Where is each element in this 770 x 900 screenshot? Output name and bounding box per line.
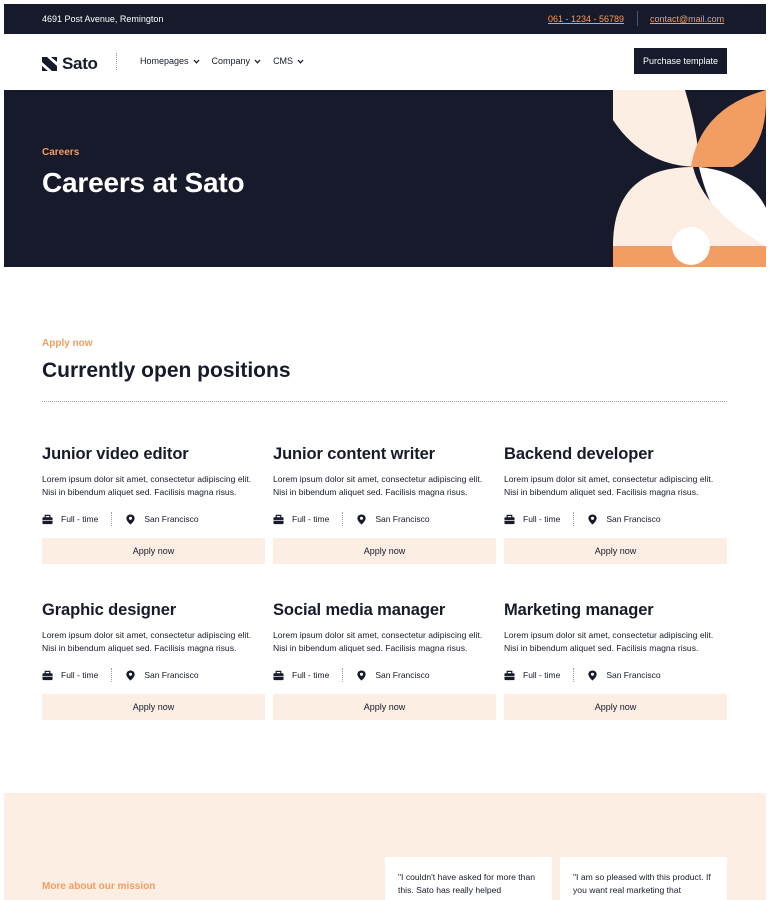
map-pin-icon (587, 670, 598, 681)
nav-item-label: CMS (273, 56, 294, 66)
testimonial-card (560, 857, 727, 900)
job-card (273, 445, 496, 564)
logo[interactable] (42, 54, 98, 74)
briefcase-icon (273, 670, 284, 681)
job-title: Marketing manager (504, 601, 654, 619)
job-location-label: San Francisco (375, 670, 430, 680)
mission-section (4, 793, 766, 900)
main-nav (4, 34, 766, 90)
job-type-label: Full - time (61, 670, 99, 680)
meta-divider (573, 512, 574, 526)
job-description: Lorem ipsum dolor sit amet, consectetur adipiscing elit. Nisi in bibendum aliquet sed. Facilisis magna risus. (42, 474, 252, 497)
apply-now-button[interactable]: Apply now (504, 694, 727, 720)
job-location-label: San Francisco (606, 670, 661, 680)
job-type-label: Full - time (523, 514, 561, 524)
map-pin-icon (356, 670, 367, 681)
job-card (273, 601, 496, 720)
apply-now-button[interactable]: Apply now (504, 538, 727, 564)
meta-divider (111, 668, 112, 682)
nav-menu (140, 56, 304, 66)
meta-divider (111, 512, 112, 526)
email-link[interactable]: contact@mail.com (650, 14, 725, 24)
briefcase-icon (42, 514, 53, 525)
chevron-down-icon (193, 59, 200, 64)
job-location (587, 670, 660, 681)
job-title: Junior video editor (42, 445, 189, 463)
meta-divider (573, 668, 574, 682)
job-card (42, 601, 265, 720)
job-meta (273, 667, 496, 683)
job-type (504, 670, 560, 681)
mission-eyebrow: More about our mission (42, 881, 156, 892)
testimonial-text: "I couldn't have asked for more than this. Sato has really helped (398, 872, 536, 895)
section-eyebrow: Apply now (42, 338, 93, 349)
job-description: Lorem ipsum dolor sit amet, consectetur adipiscing elit. Nisi in bibendum aliquet sed. Facilisis magna risus. (42, 630, 252, 653)
job-meta (504, 511, 727, 527)
job-meta (42, 667, 265, 683)
apply-now-button[interactable]: Apply now (42, 694, 265, 720)
job-title: Junior content writer (273, 445, 435, 463)
phone-link[interactable]: 061 - 1234 - 56789 (548, 14, 625, 24)
job-description: Lorem ipsum dolor sit amet, consectetur adipiscing elit. Nisi in bibendum aliquet sed. Facilisis magna risus. (273, 630, 483, 653)
purchase-template-button[interactable]: Purchase template (634, 48, 727, 74)
job-card (504, 445, 727, 564)
job-description: Lorem ipsum dolor sit amet, consectetur adipiscing elit. Nisi in bibendum aliquet sed. Facilisis magna risus. (273, 474, 483, 497)
testimonial-text: "I am so pleased with this product. If you want real marketing that (573, 872, 711, 895)
nav-item-label: Company (211, 56, 251, 66)
briefcase-icon (504, 514, 515, 525)
job-location (125, 670, 198, 681)
briefcase-icon (42, 670, 53, 681)
job-title: Backend developer (504, 445, 654, 463)
testimonial-card (385, 857, 552, 900)
section-divider (42, 401, 727, 402)
job-location-label: San Francisco (144, 514, 199, 524)
job-location (356, 514, 429, 525)
job-description: Lorem ipsum dolor sit amet, consectetur adipiscing elit. Nisi in bibendum aliquet sed. Facilisis magna risus. (504, 630, 714, 653)
chevron-down-icon (254, 59, 261, 64)
logo-mark-icon (42, 57, 57, 71)
apply-now-button[interactable]: Apply now (273, 538, 496, 564)
map-pin-icon (125, 670, 136, 681)
job-type-label: Full - time (61, 514, 99, 524)
briefcase-icon (504, 670, 515, 681)
nav-item-cms[interactable] (273, 56, 304, 66)
job-meta (42, 511, 265, 527)
job-description: Lorem ipsum dolor sit amet, consectetur adipiscing elit. Nisi in bibendum aliquet sed. Facilisis magna risus. (504, 474, 714, 497)
job-type-label: Full - time (523, 670, 561, 680)
meta-divider (342, 668, 343, 682)
topbar-divider (637, 11, 638, 26)
hero-illustration (613, 90, 766, 267)
job-meta (273, 511, 496, 527)
nav-item-homepages[interactable] (140, 56, 200, 66)
nav-item-label: Homepages (140, 56, 189, 66)
briefcase-icon (273, 514, 284, 525)
job-title: Graphic designer (42, 601, 177, 619)
job-type-label: Full - time (292, 514, 330, 524)
job-type (42, 514, 98, 525)
job-card (504, 601, 727, 720)
job-type-label: Full - time (292, 670, 330, 680)
job-type (42, 670, 98, 681)
page-title: Careers at Sato (42, 167, 245, 198)
page (4, 4, 766, 900)
job-location (587, 514, 660, 525)
job-type (504, 514, 560, 525)
chevron-down-icon (297, 59, 304, 64)
job-location-label: San Francisco (144, 670, 199, 680)
meta-divider (342, 512, 343, 526)
apply-now-button[interactable]: Apply now (273, 694, 496, 720)
map-pin-icon (356, 514, 367, 525)
map-pin-icon (125, 514, 136, 525)
job-location (125, 514, 198, 525)
job-meta (504, 667, 727, 683)
job-card (42, 445, 265, 564)
job-location-label: San Francisco (375, 514, 430, 524)
hero-banner (4, 90, 766, 267)
job-location (356, 670, 429, 681)
top-bar (4, 4, 766, 34)
map-pin-icon (587, 514, 598, 525)
job-type (273, 670, 329, 681)
job-type (273, 514, 329, 525)
hero-eyebrow: Careers (42, 147, 80, 158)
address-text: 4691 Post Avenue, Remington (42, 14, 164, 24)
section-title: Currently open positions (42, 359, 291, 382)
apply-now-button[interactable]: Apply now (42, 538, 265, 564)
nav-item-company[interactable] (212, 56, 262, 66)
job-title: Social media manager (273, 601, 446, 619)
nav-divider (116, 53, 117, 70)
logo-text: Sato (62, 54, 98, 73)
job-location-label: San Francisco (606, 514, 661, 524)
